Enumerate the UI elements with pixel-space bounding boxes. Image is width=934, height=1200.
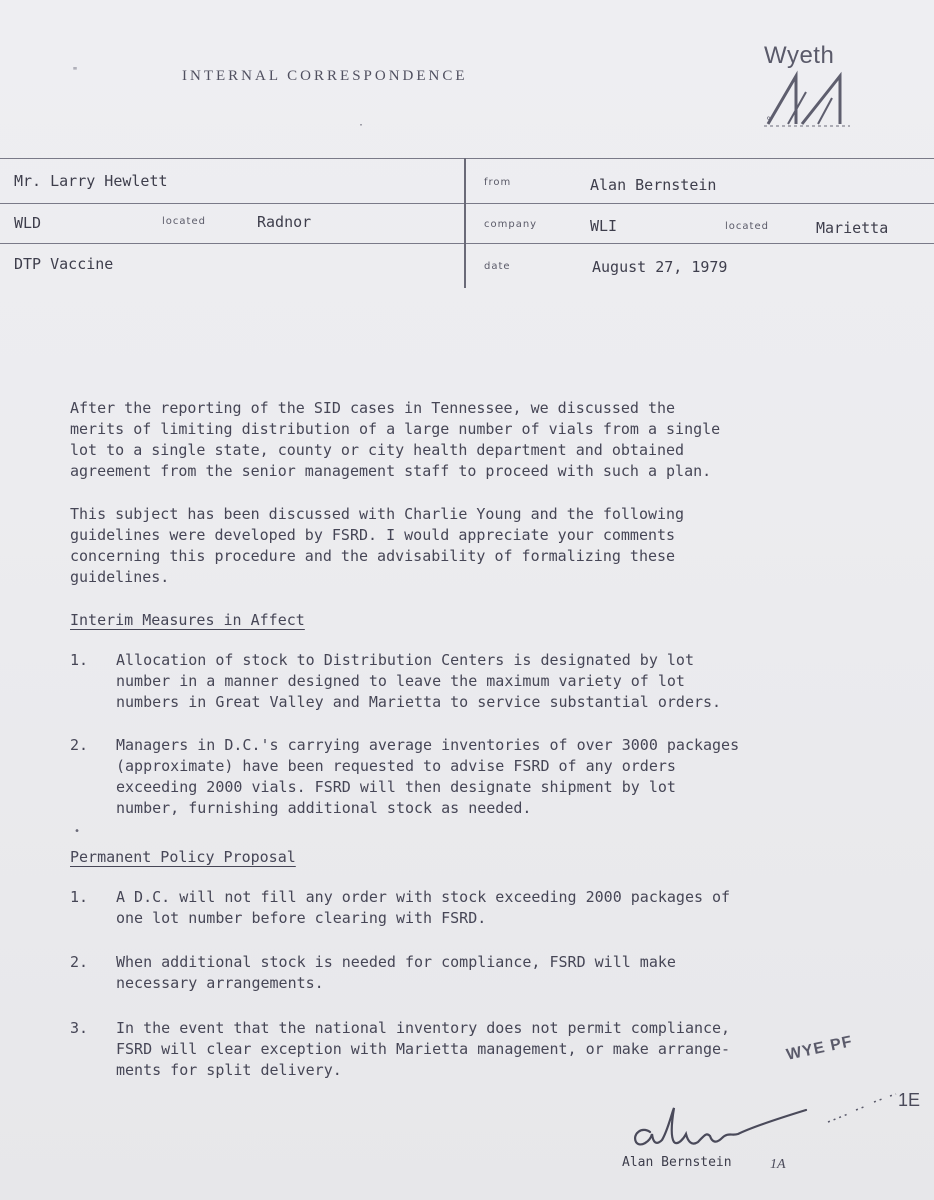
to-name: Mr. Larry Hewlett xyxy=(14,172,168,190)
paragraph-1: After the reporting of the SID cases in Tennessee, we discussed the merits of limiting distribution of a large number of vials from a single lot to a single state, county or city health department and obtained agreement from the senior management staff to proceed with such a plan. xyxy=(70,399,721,480)
permanent-item-text: In the event that the national inventory does not permit compliance, FSRD will clear exception with Marietta management, or make arrange- ments for split delivery. xyxy=(116,1019,731,1079)
date-label: date xyxy=(484,261,511,272)
company-label: company xyxy=(484,219,538,230)
date: August 27, 1979 xyxy=(592,258,728,276)
to-located-label: located xyxy=(162,216,206,227)
paragraph-2: This subject has been discussed with Charlie Young and the following guidelines were developed by FSRD. I would appreciate your comments concerning this procedure and the advisability of formalizing these guidelines. xyxy=(70,505,685,586)
logo-text: Wyeth xyxy=(764,42,835,69)
wyeth-logo xyxy=(758,42,858,136)
permanent-heading: Permanent Policy Proposal xyxy=(70,848,296,866)
permanent-item xyxy=(70,887,890,929)
interim-item-text: Managers in D.C.'s carrying average inventories of over 3000 packages (approximate) have been requested to advise FSRD of any orders exceeding 2000 vials. FSRD will then designate shipment by lot number, furnishing additional stock as needed. xyxy=(116,736,740,817)
from-location: Marietta xyxy=(816,219,889,237)
permanent-item-text: When additional stock is needed for compliance, FSRD will make necessary arrangements. xyxy=(116,953,676,992)
wyeth-logo-icon xyxy=(758,70,858,134)
margin-dot: · xyxy=(358,120,365,131)
rule-row-2 xyxy=(0,243,934,244)
permanent-item xyxy=(70,952,890,994)
received-stamp: WYE PF xyxy=(784,1033,855,1064)
from-located-label: located xyxy=(725,221,769,232)
corner-mark: 1E xyxy=(898,1090,920,1110)
interim-item xyxy=(70,650,890,713)
permanent-item-text: A D.C. will not fill any order with stock exceeding 2000 packages of one lot number before clearing with FSRD. xyxy=(116,888,731,927)
svg-text:°: ° xyxy=(766,116,771,127)
subject: DTP Vaccine xyxy=(14,255,114,273)
stray-mark: " xyxy=(72,66,79,77)
to-department: WLD xyxy=(14,214,42,232)
column-divider xyxy=(464,158,466,288)
handwritten-initials: 1A xyxy=(770,1157,786,1172)
interim-heading: Interim Measures in Affect xyxy=(70,611,305,629)
interim-item-number: 2. xyxy=(70,736,89,754)
interim-item-number: 1. xyxy=(70,651,89,669)
from-label: from xyxy=(484,177,512,188)
interim-item-text: Allocation of stock to Distribution Centers is designated by lot number in a manner designed to leave the maximum variety of lot numbers in Great Valley and Marietta to service substantial orders. xyxy=(116,651,722,711)
permanent-item xyxy=(70,1018,890,1081)
permanent-item-number: 3. xyxy=(70,1019,89,1037)
margin-dot: • xyxy=(74,826,81,837)
rule-top xyxy=(0,158,934,159)
document-title: INTERNAL CORRESPONDENCE xyxy=(182,68,468,84)
permanent-item-number: 2. xyxy=(70,953,89,971)
permanent-item-number: 1. xyxy=(70,888,89,906)
from-name: Alan Bernstein xyxy=(590,176,717,194)
company: WLI xyxy=(590,217,618,235)
printed-signature-name: Alan Bernstein xyxy=(622,1155,732,1170)
to-location: Radnor xyxy=(257,213,312,231)
handwritten-signature xyxy=(620,1090,920,1190)
rule-row-1 xyxy=(0,203,934,204)
interim-item xyxy=(70,735,890,819)
